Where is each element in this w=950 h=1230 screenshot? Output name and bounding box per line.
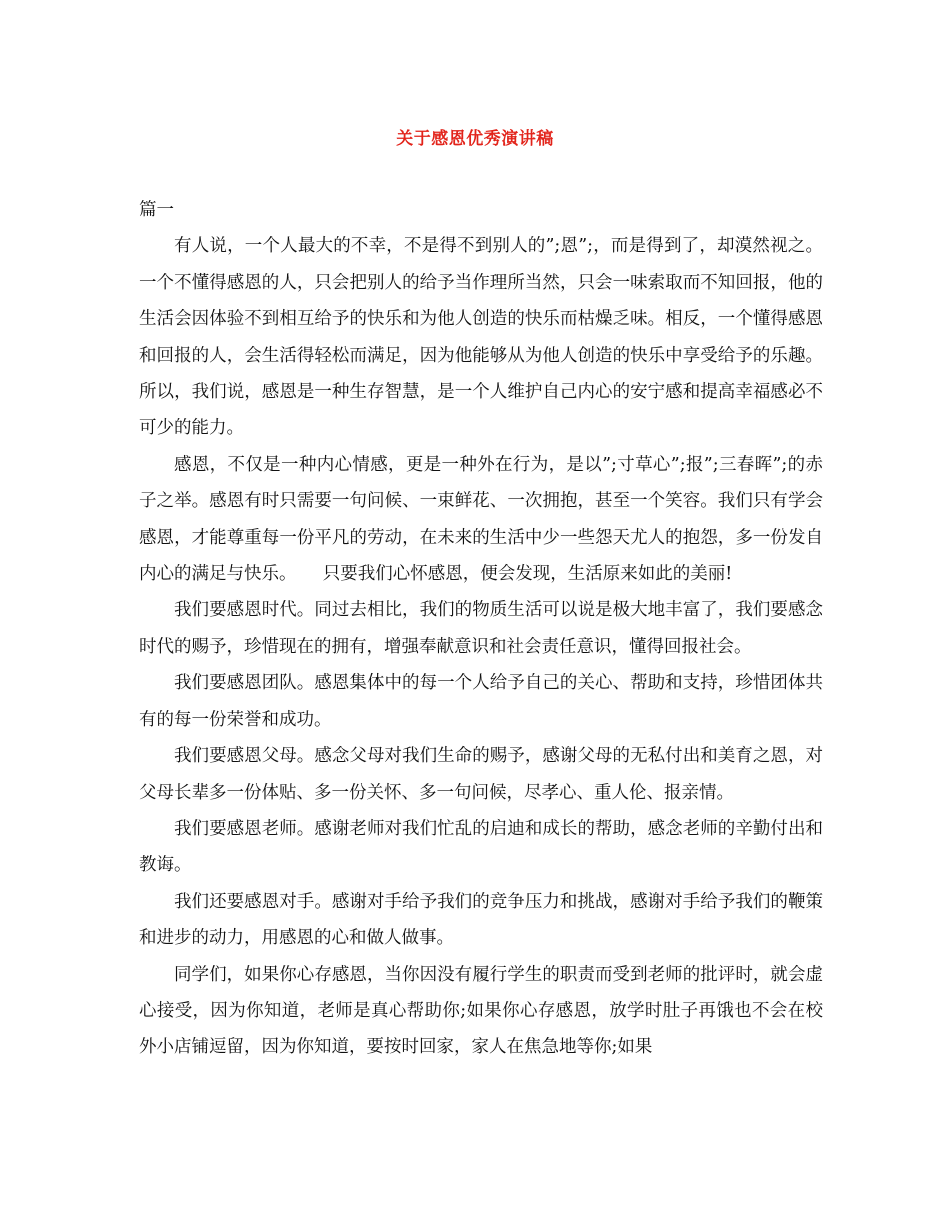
paragraph-classmates: 同学们，如果你心存感恩，当你因没有履行学生的职责而受到老师的批评时，就会虚心接受，因为你知道，老师是真心帮助你;如果你心存感恩，放学时肚子再饿也不会在校外小店铺逗留，因为你知道，要按时回家，家人在焦急地等你;如果	[139, 964, 823, 1058]
paragraph-thank-teachers: 我们要感恩老师。感谢老师对我们忙乱的启迪和成长的帮助，感念老师的辛勤付出和教诲。	[139, 818, 823, 876]
document-body	[139, 192, 823, 1066]
paragraph-thank-era: 我们要感恩时代。同过去相比，我们的物质生活可以说是极大地丰富了，我们要感念时代的赐予，珍惜现在的拥有，增强奉献意识和社会责任意识，懂得回报社会。	[139, 600, 823, 657]
paragraph-intro: 有人说，一个人最大的不幸，不是得不到别人的”;恩”;，而是得到了，却漠然视之。一个不懂得感恩的人，只会把别人的给予当作理所当然，只会一味索取而不知回报，他的生活会因体验不到相互给予的快乐和为他人创造的快乐而枯燥乏味。相反，一个懂得感恩和回报的人，会生活得轻松而满足，因为他能够从为他人创造的快乐中享受给予的乐趣。所以，我们说，感恩是一种生存智慧，是一个人维护自己内心的安宁感和提高幸福感必不可少的能力。	[139, 236, 823, 439]
paragraph-thank-rivals: 我们还要感恩对手。感谢对手给予我们的竞争压力和挑战，感谢对手给予我们的鞭策和进步的动力，用感恩的心和做人做事。	[139, 891, 823, 949]
paragraph-gratitude-action: 感恩，不仅是一种内心情感，更是一种外在行为，是以”;寸草心”;报”;三春晖”;的赤子之举。感恩有时只需要一句问候、一束鲜花、一次拥抱，甚至一个笑容。我们只有学会感恩，才能尊重每一份平凡的劳动，在未来的生活中少一些怨天尤人的抱怨，多一份发自内心的满足与快乐。 只要我们心怀感恩，便会发现，生活原来如此的美丽!	[139, 454, 823, 585]
section-label: 篇一	[139, 200, 174, 220]
document-title: 关于感恩优秀演讲稿	[396, 129, 554, 149]
paragraph-thank-parents: 我们要感恩父母。感念父母对我们生命的赐予，感谢父母的无私付出和美育之恩，对父母长辈多一份体贴、多一份关怀、多一句问候，尽孝心、重人伦、报亲情。	[139, 746, 823, 803]
paragraph-thank-team: 我们要感恩团队。感恩集体中的每一个人给予自己的关心、帮助和支持，珍惜团体共有的每一份荣誉和成功。	[139, 673, 823, 730]
